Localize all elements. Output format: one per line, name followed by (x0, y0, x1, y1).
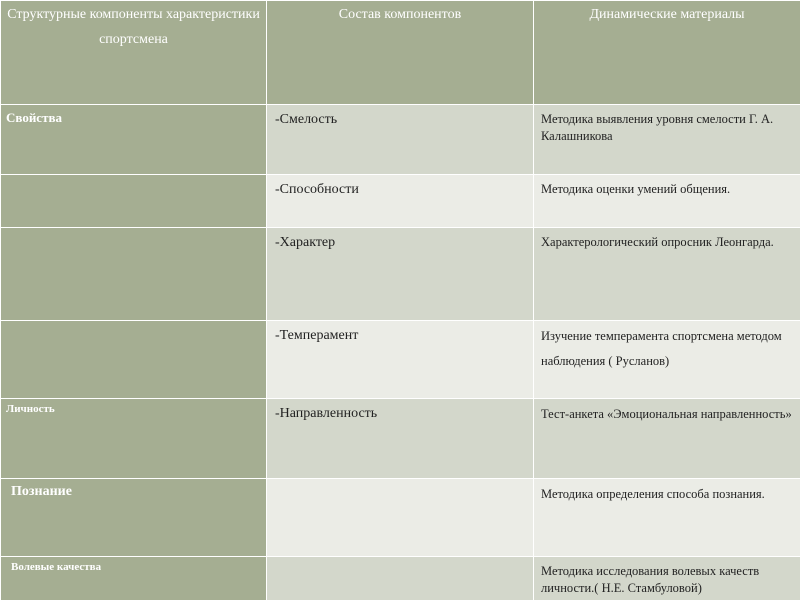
header-dynamic-materials: Динамические материалы (534, 1, 800, 105)
table-row (1, 105, 800, 175)
table-row (1, 175, 800, 228)
row-label: Познание (1, 479, 267, 557)
row-label (1, 228, 267, 321)
table-row (1, 321, 800, 399)
row-label: Волевые качества (1, 557, 267, 600)
row-material: Тест-анкета «Эмоциональная направленность» (534, 399, 800, 479)
row-label (1, 175, 267, 228)
table-header-row (1, 1, 800, 105)
table-row (1, 399, 800, 479)
table-row (1, 557, 800, 600)
row-label: Личность (1, 399, 267, 479)
row-material: Изучение темперамента спортсмена методом наблюдения ( Русланов) (534, 321, 800, 399)
row-component: -Темперамент (267, 321, 534, 399)
table-row (1, 228, 800, 321)
row-material: Методика выявления уровня смелости Г. А. Калашникова (534, 105, 800, 175)
header-components-composition: Состав компонентов (267, 1, 534, 105)
row-component: -Способности (267, 175, 534, 228)
row-component (267, 479, 534, 557)
row-material: Методика исследования волевых качеств личности.( Н.Е. Стамбуловой) (534, 557, 800, 600)
row-component: -Характер (267, 228, 534, 321)
header-structural-components: Структурные компоненты характеристики спортсмена (1, 1, 267, 105)
row-component: -Смелость (267, 105, 534, 175)
row-material: Характерологический опросник Леонгарда. (534, 228, 800, 321)
row-component (267, 557, 534, 600)
row-material: Методика определения способа познания. (534, 479, 800, 557)
row-label: Свойства (1, 105, 267, 175)
row-component: -Направленность (267, 399, 534, 479)
row-label (1, 321, 267, 399)
row-material: Методика оценки умений общения. (534, 175, 800, 228)
table-row (1, 479, 800, 557)
